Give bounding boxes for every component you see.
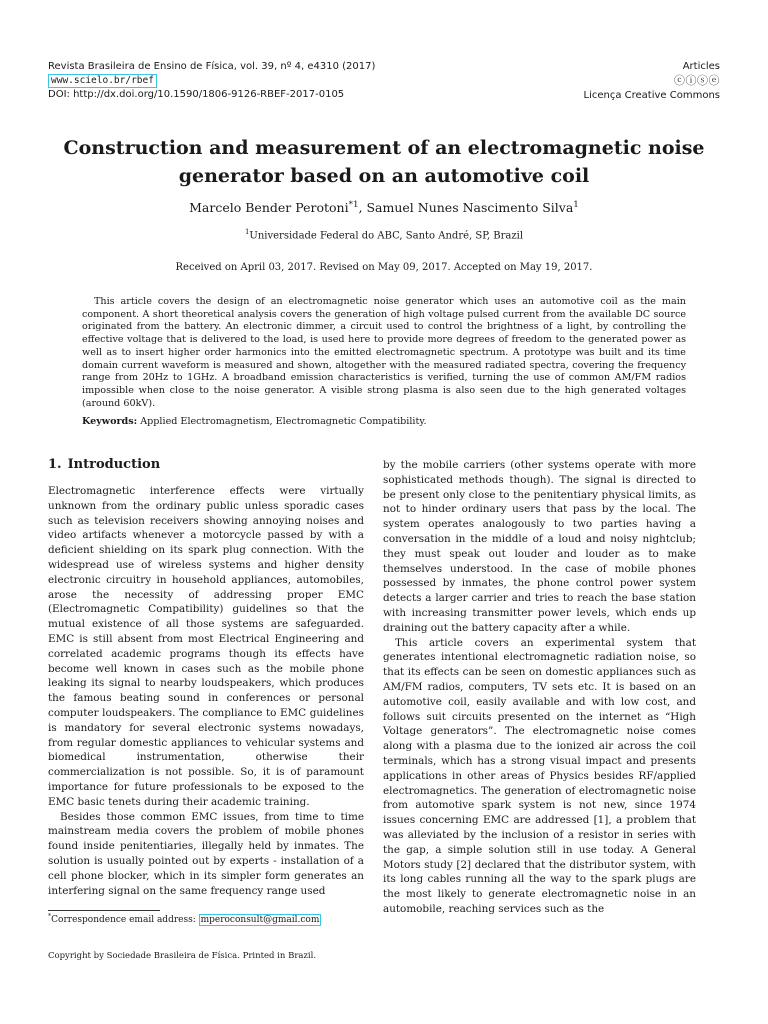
keywords <box>82 416 686 429</box>
left-column <box>48 456 364 898</box>
header-right <box>584 60 721 103</box>
doi-link[interactable]: DOI: http://dx.doi.org/10.1590/1806-9126-RBEF-2017-0105 <box>48 89 345 100</box>
header-left <box>48 60 375 102</box>
page-header <box>48 60 720 104</box>
section-heading: 1. Introduction <box>48 457 161 472</box>
copyright: Copyright by Sociedade Brasileira de Física. Printed in Brazil. <box>48 951 317 961</box>
creative-commons-icon: ⓒⓘⓢⓔ <box>674 74 720 87</box>
keywords-text: Applied Electromagnetism, Electromagnetic Compatibility. <box>137 416 427 427</box>
right-column <box>383 458 696 917</box>
journal-url-link[interactable]: www.scielo.br/rbef <box>48 74 157 88</box>
affiliation: $^1$Universidade Federal do ABC, Santo André, SP, Brazil <box>244 228 524 242</box>
journal-citation: Revista Brasileira de Ensino de Física, vol. 39, nº 4, e4310 (2017) <box>48 61 376 72</box>
author-mark: *1 <box>348 200 359 210</box>
paragraph: Besides those common EMC issues, from time to time mainstream media covers the problem of mobile phones found inside penitentiaries, illegally held by inmates. The solution is usually pointed out by experts - installation of a cell phone blocker, which in its simpler form generates an interfering signal on the same frequency range used <box>48 810 364 897</box>
abstract: This article covers the design of an electromagnetic noise generator which uses an automotive coil as the main component. A short theoretical analysis covers the generation of high voltage pulsed current from the available DC source originated from the battery. An electronic dimmer, a circuit used to control the brightness of a light, by controlling the effective voltage that is delivered to the load, is used here to provide more degrees of freedom to the generated power as well as to insert higher order harmonics into the emitted electromagnetic spectrum. A prototype was built and its time domain current waveform is measured and shown, altogether with the measured radiated spectra, covering the frequency range from 20Hz to 1GHz. A broadband emission characteristics is verified, turning the use of common AM/FM radios impossible when close to the noise generator. A visible strong plasma is also seen due to the high generated voltages (around 60kV). <box>82 296 686 409</box>
paragraph: Electromagnetic interference effects were virtually unknown from the ordinary public unless sporadic cases such as television receivers showing annoying noises and video artifacts whenever a motorcycle passed by with a deficient shielding on its spark plug connection. With the widespread use of wireless systems and higher density electronic circuitry in household appliances, automobiles, arose the necessity of addressing proper EMC (Electromagnetic Compatibility) guidelines so that the mutual existence of all those systems are safeguarded. EMC is still absent from most Electrical Engineering and correlated academic programs though its effects have become well known in cases such as the mobile phone leaking its signal to nearby loudspeakers, which produces the famous beating sound in conferences or personal computer loudspeakers. The compliance to EMC guidelines is mandatory for several electronic systems nowadays, from regular domestic appliances to vehicular systems and biomedical instrumentation, otherwise their commercialization is not possible. So, it is of paramount importance for future professionals to be exposed to the EMC basic tenets during their academic training. <box>48 485 364 808</box>
received-dates: Received on April 03, 2017. Revised on May 09, 2017. Accepted on May 19, 2017. <box>175 262 593 273</box>
keywords-label: Keywords: <box>82 416 138 427</box>
paper-title: Construction and measurement of an electromagnetic noise generator based on an automotive coil <box>63 137 705 187</box>
paragraph: by the mobile carriers (other systems operate with more sophisticated methods though). The signal is directed to be present only close to the penitentiary physical limits, as not to hinder ordinary users that pass by the local. The system operates analogously to two parties having a conversation in the middle of a loud and noisy nightclub; they must speak out louder and louder as to make themselves understood. In the case of mobile phones possessed by inmates, the phone control power system detects a larger carrier and tries to reach the base station with increasing transmitter power levels, which ends up draining out the battery capacity after a while. <box>383 459 696 634</box>
author-list: Marcelo Bender Perotoni$^{*1}$, Samuel Nunes Nascimento Silva$^1$ <box>189 200 579 216</box>
paragraph: This article covers an experimental system that generates intentional electromagnetic radiation noise, so that its effects can be seen on domestic appliances such as AM/FM radios, computers, TV sets etc. It is based on an automotive coil, easily available and with low cost, and follows suit circuits presented on the internet as “High Voltage generators”. The electromagnetic noise comes along with a plasma due to the ionized air across the coil terminals, which has a strong visual impact and presents applications in other areas of Physics besides RF/applied electromagnetics. The generation of electromagnetic noise from automotive spark system is not new, since 1974 issues concerning EMC are addressed [1], a problem that was alleviated by the inclusion of a resistor in series with the gap, a simple solution still in use today. A General Motors study [2] declared that the distributor system, with its long cables running all the way to the spark plugs are the most likely to generate electromagnetic noise in an automobile, reaching services such as the <box>383 636 696 915</box>
email-link[interactable]: mperoconsult@gmail.com <box>200 915 320 925</box>
license-label: Licença Creative Commons <box>583 90 720 101</box>
author-name: Samuel Nunes Nascimento Silva <box>366 200 574 216</box>
section-label: Articles <box>682 61 720 72</box>
author-mark: 1 <box>573 200 579 210</box>
footnote: *Correspondence email address: mperoconsult@gmail.com <box>48 913 320 925</box>
author-name: Marcelo Bender Perotoni <box>189 200 349 216</box>
